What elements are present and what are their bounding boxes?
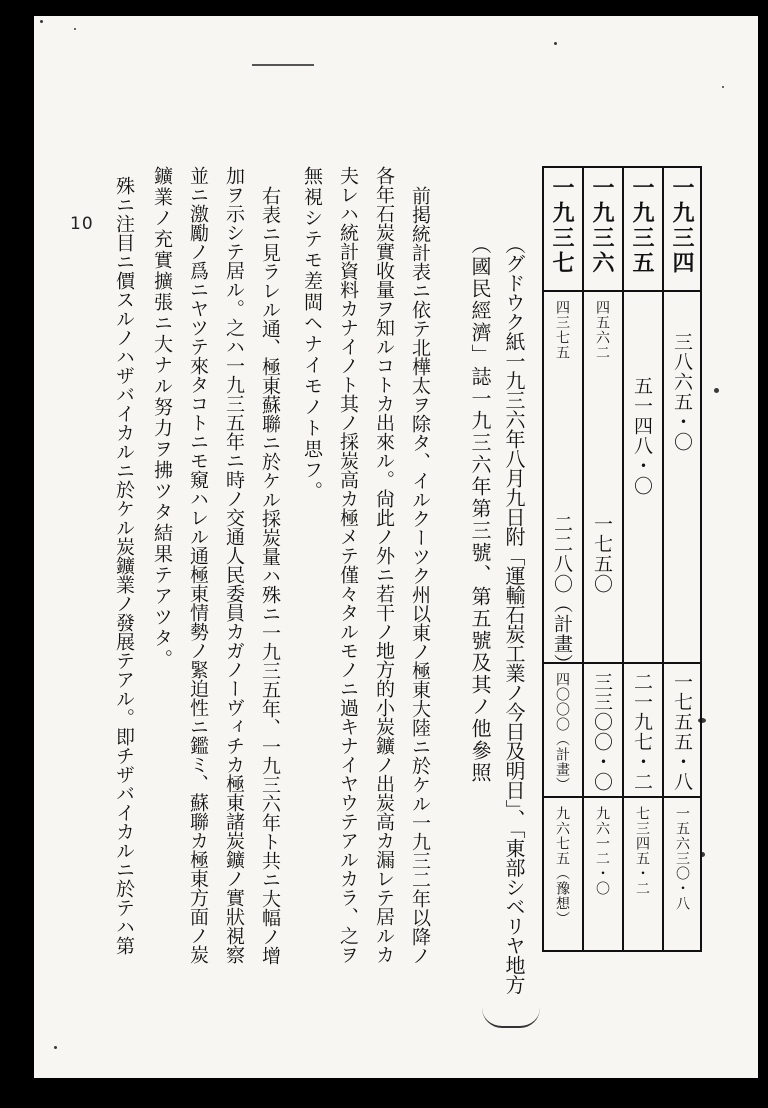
coal-output-table <box>542 166 702 952</box>
row-year-1936: 一九三六 <box>589 176 615 276</box>
body-text-line: 殊ニ注目ニ價スルノハザバイカルニ於ケル炭鑛業ノ發展テアル。即チザバイカルニ於テハ第 <box>113 176 135 955</box>
table-cell: 七三四五・二 <box>634 806 650 896</box>
header-rule <box>252 64 314 66</box>
body-text-line: 加ヲ示シテ居ル。之ハ一九三五年ニ時ノ交通人民委員カガノーヴィチカ極東諸炭鑛ノ實狀視察 <box>223 166 245 964</box>
table-border <box>542 166 544 952</box>
table-cell: 四〇〇〇（計畫） <box>554 672 570 792</box>
table-rule <box>582 166 584 952</box>
table-rule <box>542 796 702 798</box>
paper-speck <box>714 388 719 393</box>
body-text-line: 右表ニ見ラレル通、極東蘇聯ニ於ケル採炭量ハ殊ニ一九三五年、一九三六年ト共ニ大幅ノ增 <box>259 186 281 965</box>
source-note-line: （グドウク紙一九三六年八月九日附「運輸石炭工業ノ今日及明日」、「東部シベリヤ地方 <box>502 234 526 994</box>
paper-speck <box>722 86 724 88</box>
body-text-line: 各年石炭實收量ヲ知ルコトカ出來ル。尙此ノ外ニ若干ノ地方的小炭鑛ノ出炭高カ漏レテ居ルカ <box>373 166 395 964</box>
body-text-line: 無視シテモ差閊ヘナイモノト思フ。 <box>301 166 323 502</box>
table-border <box>700 166 702 952</box>
table-cell: 一七五五・八 <box>671 672 693 792</box>
table-cell: 三三〇〇・〇 <box>591 672 613 792</box>
paper-speck <box>54 1046 57 1049</box>
table-cell: 二二八〇（計畫） <box>551 514 573 674</box>
table-cell: 九六七五（豫想） <box>554 806 570 926</box>
table-cell: 三八六五・〇 <box>671 332 693 452</box>
table-cell: 四五六二 <box>594 300 610 360</box>
body-text-line: 前掲統計表ニ依テ北樺太ヲ除タ、イルクーツク州以東ノ極東大陸ニ於ケル一九三二年以降ノ <box>409 186 431 965</box>
table-cell: 一七五〇 <box>591 514 613 594</box>
table-cell: 五一四八・〇 <box>631 376 653 496</box>
page-number: 10 <box>70 214 94 234</box>
row-year-1935: 一九三五 <box>629 176 655 276</box>
paper-speck <box>40 20 43 23</box>
source-note-line: （國民經濟」誌一九三六年第三號、第五號及其ノ他參照 <box>468 234 492 784</box>
body-text-line: 並ニ激勵ノ爲ニヤツテ來タコトニモ窺ハレル通極東情勢ノ緊迫性ニ鑑ミ、蘇聯カ極東方面ノ炭 <box>187 166 209 964</box>
row-year-1934: 一九三四 <box>669 176 695 276</box>
table-cell: 四三七五 <box>554 300 570 360</box>
table-rule <box>542 290 702 292</box>
paper-speck <box>554 42 557 45</box>
paper-speck <box>74 28 76 30</box>
table-rule <box>662 166 664 952</box>
table-cell: 一五六三〇・八 <box>674 806 690 911</box>
source-note-bracket <box>482 1006 540 1028</box>
table-cell: 二一九七・二 <box>631 672 653 792</box>
table-cell: 九六一二・〇 <box>594 806 610 896</box>
row-year-1937: 一九三七 <box>549 176 575 276</box>
body-text-line: 鑛業ノ充實擴張ニ大ナル努力ヲ拂ツタ結果テアツタ。 <box>151 166 173 670</box>
body-text-line: 夫レハ統計資料カナイノト其ノ採炭高カ極メテ僅々タルモノニ過キナイヤウテアルカラ、之ヲ <box>337 166 359 964</box>
table-rule <box>622 166 624 952</box>
document-page <box>34 16 758 1078</box>
